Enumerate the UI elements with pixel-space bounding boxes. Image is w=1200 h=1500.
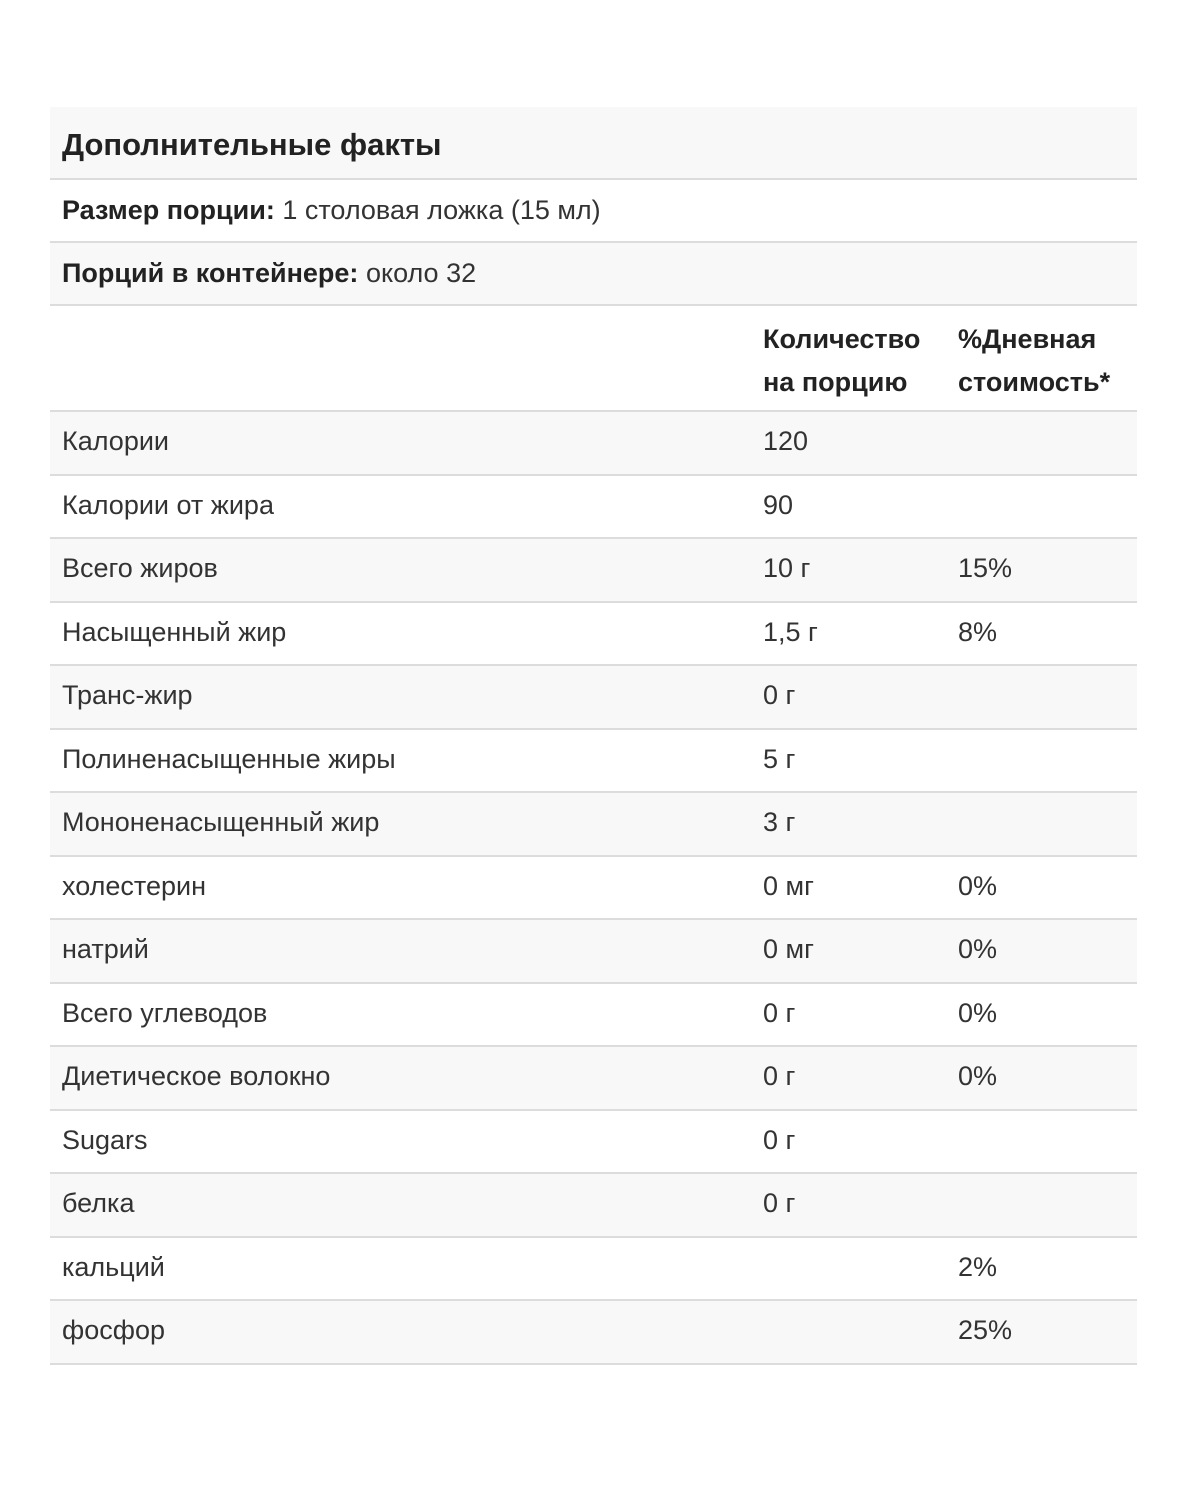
table-row — [50, 412, 1137, 476]
nutrient-amount: 0 мг — [763, 934, 814, 964]
nutrient-name: фосфор — [62, 1315, 165, 1345]
table-row — [50, 793, 1137, 857]
servings-per-container-label: Порций в контейнере: — [62, 258, 359, 288]
table-row — [50, 1111, 1137, 1175]
nutrient-name: белка — [62, 1188, 135, 1218]
nutrient-name: Всего жиров — [62, 553, 218, 583]
table-row — [50, 666, 1137, 730]
nutrient-name: Полиненасыщенные жиры — [62, 743, 396, 774]
serving-size-value: 1 столовая ложка (15 мл) — [282, 195, 601, 225]
nutrient-amount: 0 г — [763, 997, 796, 1028]
nutrient-amount: 1,5 г — [763, 616, 818, 647]
nutrient-amount: 120 — [763, 426, 809, 456]
column-header-row — [50, 306, 1137, 412]
dv-header-line1: %Дневная — [958, 324, 1097, 354]
serving-size — [62, 195, 601, 226]
servings-per-container — [62, 258, 476, 289]
table-row — [50, 539, 1137, 603]
table-row — [50, 1301, 1137, 1365]
nutrient-daily-value: 15% — [958, 553, 1013, 583]
nutrient-amount: 0 г — [763, 1061, 796, 1091]
table-row — [50, 730, 1137, 794]
nutrient-amount: 3 г — [763, 807, 796, 837]
nutrient-name: Калории — [62, 426, 169, 456]
amount-header-line2: на порцию — [763, 367, 908, 397]
table-row — [50, 1238, 1137, 1302]
nutrient-daily-value: 0% — [958, 1061, 998, 1091]
nutrient-amount: 90 — [763, 489, 794, 520]
nutrient-name: Транс-жир — [62, 680, 193, 710]
serving-size-label: Размер порции: — [62, 195, 275, 225]
table-row — [50, 1174, 1137, 1238]
nutrient-name: натрий — [62, 934, 149, 964]
amount-per-serving-header — [763, 318, 920, 404]
nutrient-name: Всего углеводов — [62, 997, 268, 1028]
nutrient-daily-value: 0% — [958, 934, 998, 964]
nutrient-daily-value: 8% — [958, 616, 998, 647]
table-row — [50, 920, 1137, 984]
nutrient-name: Мононенасыщенный жир — [62, 807, 380, 837]
table-row — [50, 603, 1137, 667]
table-row — [50, 984, 1137, 1048]
nutrient-name: Калории от жира — [62, 489, 274, 520]
nutrient-daily-value: 25% — [958, 1315, 1013, 1345]
nutrient-amount: 0 г — [763, 680, 796, 710]
nutrient-amount: 0 мг — [763, 870, 814, 901]
nutrient-name: Диетическое волокно — [62, 1061, 331, 1091]
table-row — [50, 476, 1137, 540]
nutrient-amount: 0 г — [763, 1124, 796, 1155]
table-row — [50, 857, 1137, 921]
daily-value-header — [958, 318, 1110, 404]
serving-size-row — [50, 180, 1137, 243]
title-row — [50, 107, 1137, 180]
nutrient-daily-value: 2% — [958, 1251, 998, 1282]
nutrient-name: холестерин — [62, 870, 206, 901]
nutrient-daily-value: 0% — [958, 870, 998, 901]
servings-per-container-row — [50, 243, 1137, 306]
nutrient-amount: 0 г — [763, 1188, 796, 1218]
amount-header-line1: Количество — [763, 324, 921, 354]
dv-header-line2: стоимость* — [958, 367, 1111, 397]
servings-per-container-value: около 32 — [365, 258, 477, 288]
nutrient-name: Sugars — [62, 1124, 148, 1155]
nutrient-amount: 10 г — [763, 553, 811, 583]
table-row — [50, 1047, 1137, 1111]
nutrient-daily-value: 0% — [958, 997, 998, 1028]
nutrient-name: Насыщенный жир — [62, 616, 287, 647]
facts-title: Дополнительные факты — [62, 127, 442, 162]
nutrient-rows — [50, 412, 1137, 1365]
nutrient-name: кальций — [62, 1251, 165, 1282]
supplement-facts-table — [50, 107, 1137, 1365]
nutrient-amount: 5 г — [763, 743, 796, 774]
